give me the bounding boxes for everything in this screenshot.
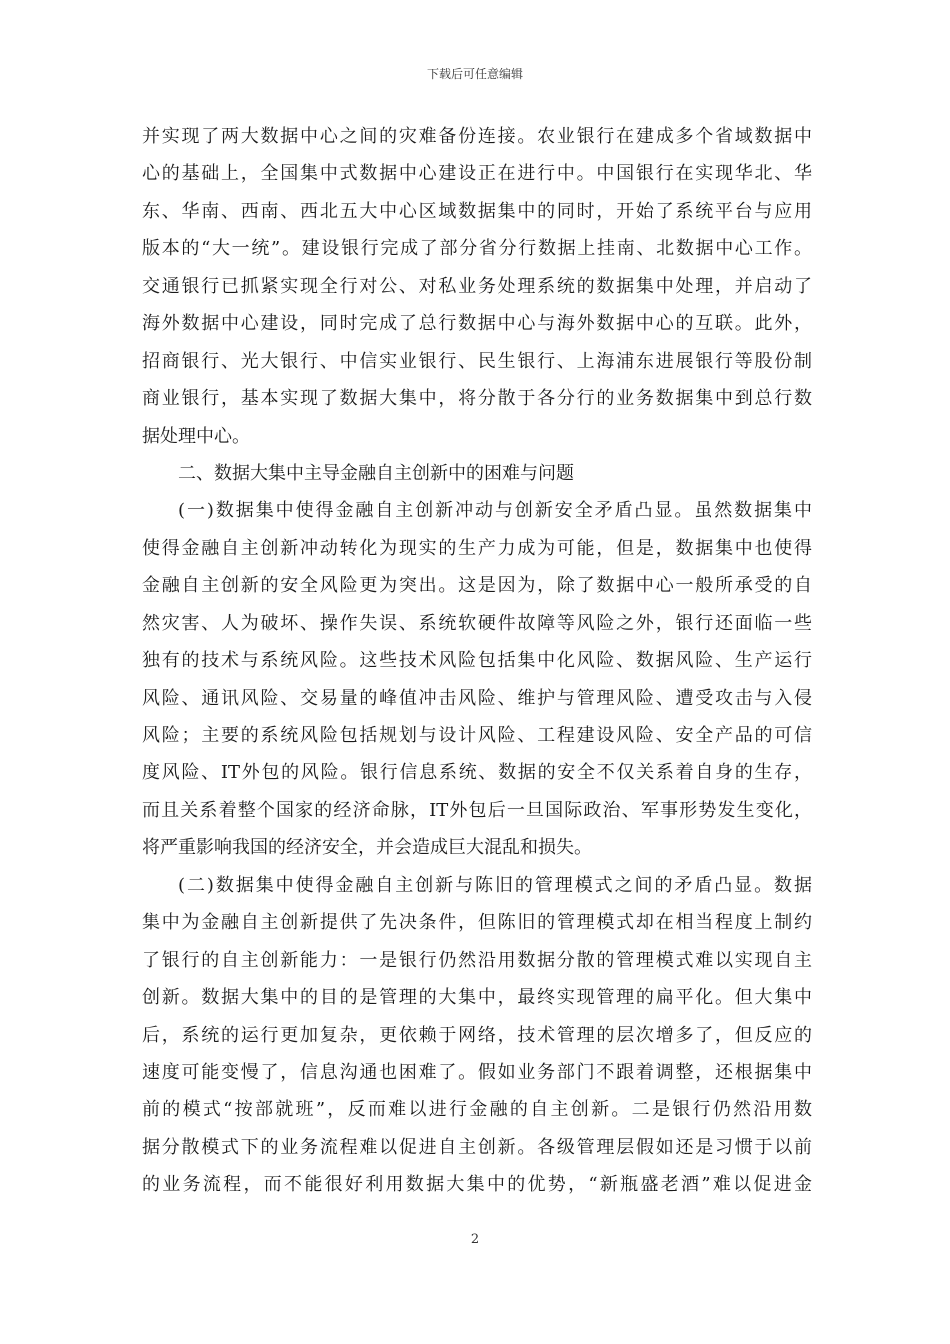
text-line: 独有的技术与系统风险。这些技术风险包括集中化风险、数据风险、生产运行 [142,650,812,672]
text-line: 风险；主要的系统风险包括规划与设计风险、工程建设风险、安全产品的可信 [142,725,812,746]
text-line: 金融自主创新的安全风险更为突出。这是因为，除了数据中心一般所承受的自 [142,575,812,597]
text-line: 速度可能变慢了，信息沟通也困难了。假如业务部门不跟着调整，还根据集中 [142,1061,812,1083]
text-line: 版本的“大一统”。建设银行完成了部分省分行数据上挂南、北数据中心工作。 [142,238,812,260]
text-line: 度风险、IT外包的风险。银行信息系统、数据的安全不仅关系着自身的生存， [142,762,812,784]
document-body [142,118,812,1204]
text-line: 将严重影响我国的经济安全，并会造成巨大混乱和损失。 [142,837,592,859]
text-line: 招商银行、光大银行、中信实业银行、民生银行、上海浦东进展银行等股份制 [142,350,812,372]
page-number: 2 [470,1232,480,1247]
text-line: 的业务流程，而不能很好利用数据大集中的优势，“新瓶盛老酒”难以促进金 [142,1174,812,1196]
text-line: 后，系统的运行更加复杂，更依赖于网络，技术管理的层次增多了，但反应的 [142,1024,812,1046]
text-line: 交通银行已抓紧实现全行对公、对私业务处理系统的数据集中处理，并启动了 [142,275,812,297]
text-line: 了银行的自主创新能力：一是银行仍然沿用数据分散的管理模式难以实现自主 [142,949,812,971]
text-line: 集中为金融自主创新提供了先决条件，但陈旧的管理模式却在相当程度上制约 [142,912,812,934]
text-line: 风险、通讯风险、交易量的峰值冲击风险、维护与管理风险、遭受攻击与入侵 [142,687,812,709]
text-line: 据处理中心。 [142,425,250,447]
text-line: 并实现了两大数据中心之间的灾难备份连接。农业银行在建成多个省域数据中 [142,126,812,147]
text-line: 商业银行，基本实现了数据大集中，将分散于各分行的业务数据集中到总行数 [142,388,812,410]
text-line: 前的模式“按部就班”，反而难以进行金融的自主创新。二是银行仍然沿用数 [142,1099,812,1121]
text-line: 创新。数据大集中的目的是管理的大集中，最终实现管理的扁平化。但大集中 [142,987,812,1009]
paragraph-first-line: 二、数据大集中主导金融自主创新中的困难与问题 [178,462,574,484]
text-line: 海外数据中心建设，同时完成了总行数据中心与海外数据中心的互联。此外， [142,313,812,335]
paragraph-first-line: (二)数据集中使得金融自主创新与陈旧的管理模式之间的矛盾凸显。数据 [178,874,812,896]
paragraph-first-line: (一)数据集中使得金融自主创新冲动与创新安全矛盾凸显。虽然数据集中 [178,500,812,522]
text-line: 据分散模式下的业务流程难以促进自主创新。各级管理层假如还是习惯于以前 [142,1136,812,1158]
text-line: 使得金融自主创新冲动转化为现实的生产力成为可能，但是，数据集中也使得 [142,537,812,559]
text-line: 心的基础上，全国集中式数据中心建设正在进行中。中国银行在实现华北、华 [142,163,812,185]
page-header: 下载后可任意编辑 [426,67,523,81]
text-line: 而且关系着整个国家的经济命脉，IT外包后一旦国际政治、军事形势发生变化， [142,799,812,821]
text-line: 然灾害、人为破坏、操作失误、系统软硬件故障等风险之外，银行还面临一些 [142,612,812,634]
text-line: 东、华南、西南、西北五大中心区域数据集中的同时，开始了系统平台与应用 [142,200,812,222]
